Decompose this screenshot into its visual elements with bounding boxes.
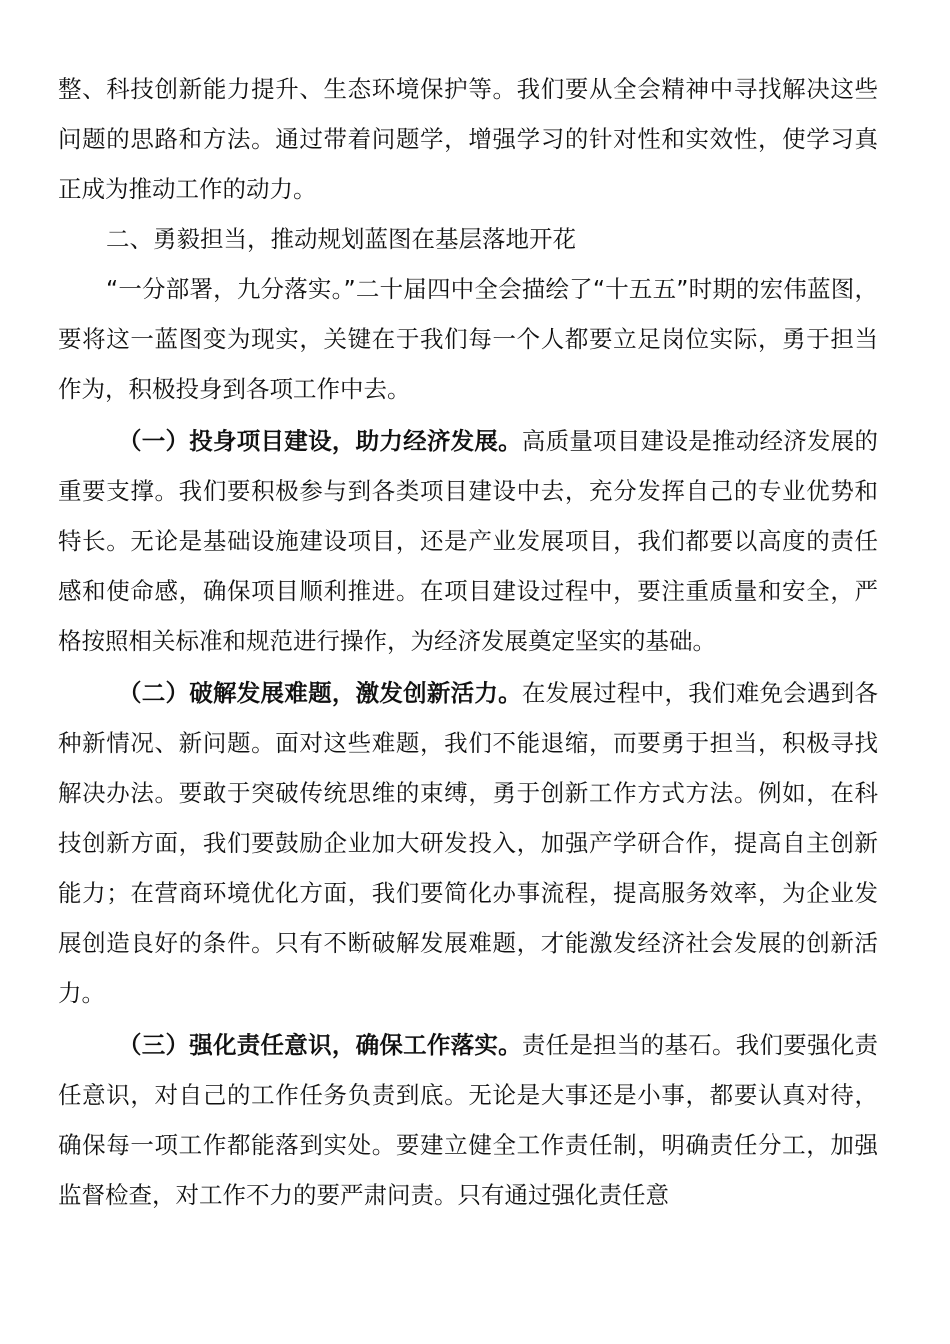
document-page <box>58 64 878 1220</box>
paragraph-intro: “一分部署，九分落实。”二十届四中全会描绘了“十五五”时期的宏伟蓝图，要将这一蓝图变为现实，关键在于我们每一个人都要立足岗位实际，勇于担当作为，积极投身到各项工作中去。 <box>58 275 878 403</box>
subsection-1-title: （一）投身项目建设，助力经济发展。 <box>118 427 522 455</box>
subsection-2-title: （二）破解发展难题，激发创新活力。 <box>118 679 522 707</box>
subsection-1-body: 高质量项目建设是推动经济发展的重要支撑。我们要积极参与到各类项目建设中去，充分发挥自己的专业优势和特长。无论是基础设施建设项目，还是产业发展项目，我们都要以高度的责任感和使命感，确保项目顺利推进。在项目建设过程中，要注重质量和安全，严格按照相关标准和规范进行操作，为经济发展奠定坚实的基础。 <box>58 427 879 655</box>
paragraph-continuation: 整、科技创新能力提升、生态环境保护等。我们要从全会精神中寻找解决这些问题的思路和方法。通过带着问题学，增强学习的针对性和实效性，使学习真正成为推动工作的动力。 <box>58 75 878 203</box>
subsection-2-body: 在发展过程中，我们难免会遇到各种新情况、新问题。面对这些难题，我们不能退缩，而要勇于担当，积极寻找解决办法。要敢于突破传统思维的束缚，勇于创新工作方式方法。例如，在科技创新方面，我们要鼓励企业加大研发投入，加强产学研合作，提高自主创新能力；在营商环境优化方面，我们要简化办事流程，提高服务效率，为企业发展创造良好的条件。只有不断破解发展难题，才能激发经济社会发展的创新活力。 <box>58 679 879 1007</box>
section-heading-2: 二、勇毅担当，推动规划蓝图在基层落地开花 <box>106 225 576 253</box>
subsection-3-body: 责任是担当的基石。我们要强化责任意识，对自己的工作任务负责到底。无论是大事还是小事，都要认真对待，确保每一项工作都能落到实处。要建立健全工作责任制，明确责任分工，加强监督检查，对工作不力的要严肃问责。只有通过强化责任意 <box>58 1031 879 1209</box>
subsection-3-title: （三）强化责任意识，确保工作落实。 <box>118 1031 522 1059</box>
subsection-3 <box>58 1020 878 1220</box>
subsection-1 <box>58 416 878 666</box>
subsection-2 <box>58 668 878 1018</box>
